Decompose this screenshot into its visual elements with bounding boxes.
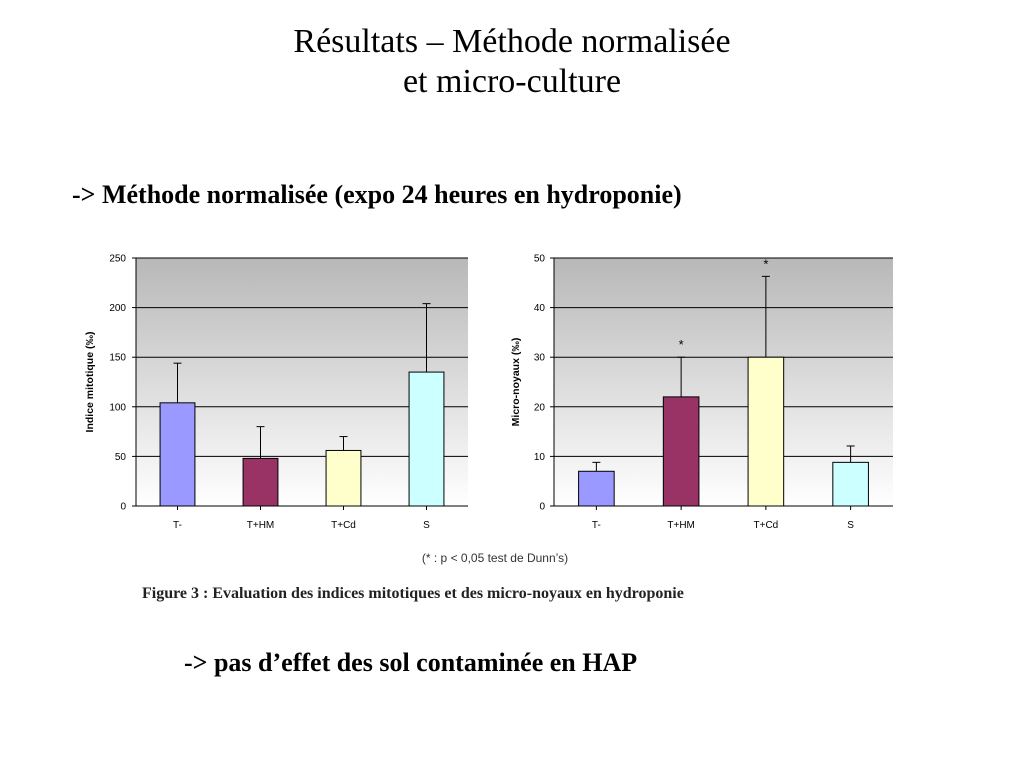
x-tick-label: S	[423, 520, 430, 531]
y-tick-label: 50	[533, 253, 545, 265]
method-subtitle: -> Méthode normalisée (expo 24 heures en hydroponie)	[72, 180, 682, 209]
x-tick-label: T+Cd	[753, 520, 779, 531]
significance-star: *	[678, 337, 684, 353]
bar-T+Cd	[748, 357, 784, 506]
bar-S	[409, 372, 444, 506]
y-axis-label: Micro-noyaux (‰)	[510, 337, 522, 427]
significance-star: *	[763, 256, 769, 272]
conclusion-text: -> pas d’effet des sol contaminée en HAP	[184, 648, 638, 677]
x-tick-label: S	[847, 520, 854, 531]
y-tick-label: 10	[533, 451, 545, 463]
y-tick-label: 50	[114, 451, 126, 463]
bar-T-	[579, 471, 615, 506]
bar-S	[833, 462, 869, 506]
significance-note: (* : p < 0,05 test de Dunn’s)	[421, 551, 569, 565]
slide-title-line1: Résultats – Méthode normalisée	[293, 23, 731, 60]
y-tick-label: 250	[109, 253, 126, 265]
y-tick-label: 100	[109, 402, 126, 414]
x-tick-label: T-	[591, 520, 601, 531]
slide-title-line2: et micro-culture	[402, 63, 622, 100]
bar-T+HM	[243, 458, 278, 506]
y-tick-label: 150	[109, 352, 126, 364]
x-tick-label: T+Cd	[331, 520, 356, 531]
bar-T-	[160, 403, 195, 506]
y-tick-label: 40	[533, 303, 545, 315]
y-tick-label: 30	[533, 352, 545, 364]
figure-caption: Figure 3 : Evaluation des indices mitotiques et des micro-noyaux en hydroponie	[142, 585, 684, 602]
y-axis-label: Indice mitotique (‰)	[84, 331, 96, 433]
x-tick-label: T+HM	[246, 520, 275, 531]
bar-T+Cd	[326, 450, 361, 506]
x-tick-label: T-	[173, 520, 182, 531]
y-tick-label: 0	[120, 501, 126, 513]
y-tick-label: 20	[533, 402, 545, 414]
chart-1	[84, 254, 468, 532]
y-tick-label: 0	[539, 501, 545, 513]
bar-T+HM	[663, 397, 699, 506]
chart-2	[510, 254, 893, 532]
x-tick-label: T+HM	[667, 520, 695, 531]
y-tick-label: 200	[109, 303, 126, 315]
